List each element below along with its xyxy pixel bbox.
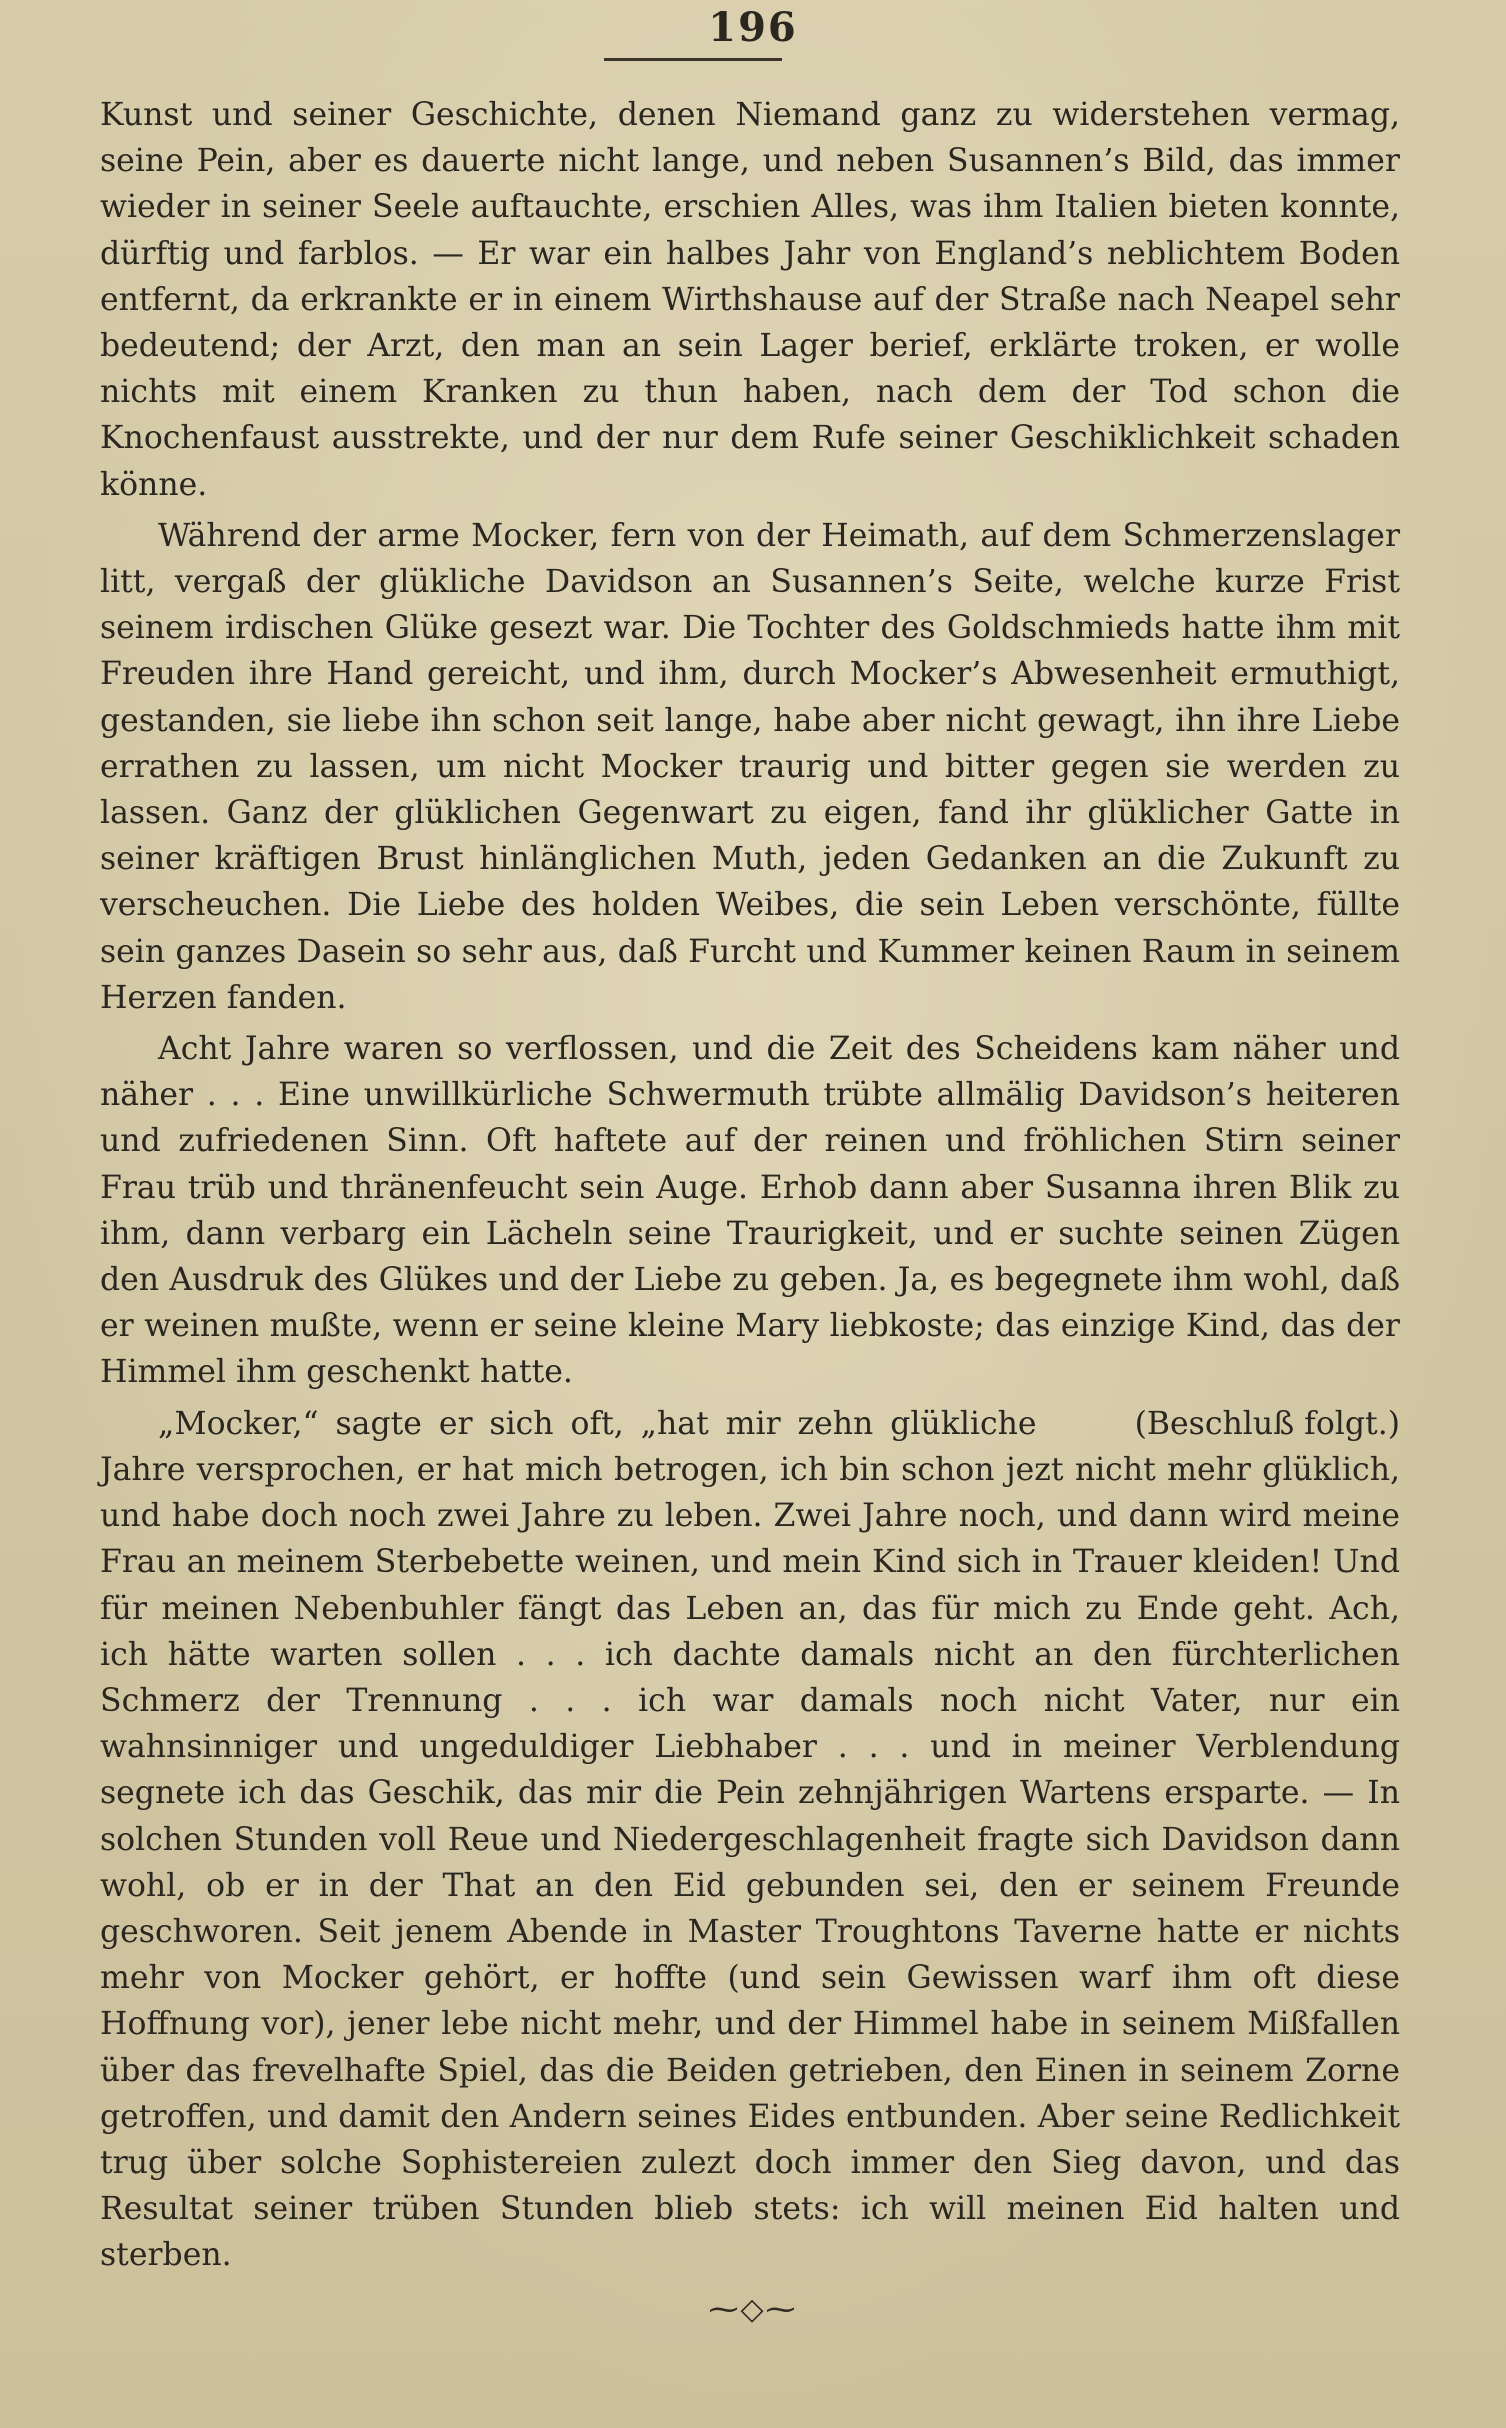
end-ornament: ⁓◇⁓ bbox=[708, 2292, 798, 2327]
paragraph: Kunst und seiner Geschichte, denen Niemand ganz zu widerstehen vermag, seine Pein, aber es dauerte nicht lange, und neben Susannen’s Bild, das immer wieder in seiner Seele auftauchte, erschien Alles, was ihm Italien bieten konnte, dürftig und farblos. — Er war ein halbes Jahr von England’s neblichtem Boden entfernt, da erkrankte er in einem Wirthshause auf der Straße nach Neapel sehr bedeutend; der Arzt, den man an sein Lager berief, erklärte troken, er wolle nichts mit einem Kranken zu thun haben, nach dem der Tod schon die Knochenfaust ausstrekte, und der nur dem Rufe seiner Geschiklichkeit schaden könne. bbox=[100, 97, 1400, 503]
paragraph-text: „Mocker,“ sagte er sich oft, „hat mir zehn glükliche Jahre versprochen, er hat mich betrogen, ich bin schon jezt nicht mehr glüklich, und habe doch noch zwei Jahre zu leben. Zwei Jahre noch, und dann wird meine Frau an meinem Sterbebette weinen, und mein Kind sich in Trauer kleiden! Und für meinen Nebenbuhler fängt das Leben an, das für mich zu Ende geht. Ach, ich hätte warten sollen . . . ich dachte damals nicht an den fürchterlichen Schmerz der Trennung . . . ich war damals noch nicht Vater, nur ein wahnsinniger und ungeduldiger Liebhaber . . . und in meiner Verblendung segnete ich das Geschik, das mir die Pein zehnjährigen Wartens ersparte. — In solchen Stunden voll Reue und Niedergeschlagenheit fragte sich Davidson dann wohl, ob er in der That an den Eid gebunden sei, den er seinem Freunde geschworen. Seit jenem Abende in Master Troughtons Taverne hatte er nichts mehr von Mocker gehört, er hoffte (und sein Gewissen warf ihm oft diese Hoffnung vor), jener lebe nicht mehr, und der Himmel habe in seinem Mißfallen über das frevelhafte Spiel, das die Beiden getrieben, den Einen in seinem Zorne getroffen, und damit den Andern seines Eides entbunden. Aber seine Redlichkeit trug über solche Sophistereien zulezt doch immer den Sieg davon, und das Resultat seiner trüben Stunden blieb stets: ich will meinen Eid halten und sterben. bbox=[100, 1405, 1400, 2274]
continuation-note: (Beschluß folgt.) bbox=[1134, 1405, 1400, 1442]
paragraph bbox=[100, 1401, 1400, 2279]
paragraph: Acht Jahre waren so verflossen, und die Zeit des Scheidens kam näher und näher . . . Eine unwillkürliche Schwermuth trübte allmälig Davidson’s heiteren und zufriedenen Sinn. Oft haftete auf der reinen und fröhlichen Stirn seiner Frau trüb und thränenfeucht sein Auge. Erhob dann aber Susanna ihren Blik zu ihm, dann verbarg ein Lächeln seine Traurigkeit, und er suchte seinen Zügen den Ausdruk des Glükes und der Liebe zu geben. Ja, es begegnete ihm wohl, daß er weinen mußte, wenn er seine kleine Mary liebkoste; das einzige Kind, das der Himmel ihm geschenkt hatte. bbox=[100, 1031, 1400, 1391]
paragraph: Während der arme Mocker, fern von der Heimath, auf dem Schmerzenslager litt, vergaß der glükliche Davidson an Susannen’s Seite, welche kurze Frist seinem irdischen Glüke gesezt war. Die Tochter des Goldschmieds hatte ihm mit Freuden ihre Hand gereicht, und ihm, durch Mocker’s Abwesenheit ermuthigt, gestanden, sie liebe ihn schon seit lange, habe aber nicht gewagt, ihn ihre Liebe errathen zu lassen, um nicht Mocker traurig und bitter gegen sie werden zu lassen. Ganz der glüklichen Gegenwart zu eigen, fand ihr glüklicher Gatte in seiner kräftigen Brust hinlänglichen Muth, jeden Gedanken an die Zukunft zu verscheuchen. Die Liebe des holden Weibes, die sein Leben verschönte, füllte sein ganzes Dasein so sehr aus, daß Furcht und Kummer keinen Raum in seinem Herzen fanden. bbox=[100, 517, 1400, 1016]
page-number: 196 bbox=[708, 4, 798, 51]
body-text bbox=[100, 92, 1400, 2279]
header-rule bbox=[604, 58, 782, 61]
